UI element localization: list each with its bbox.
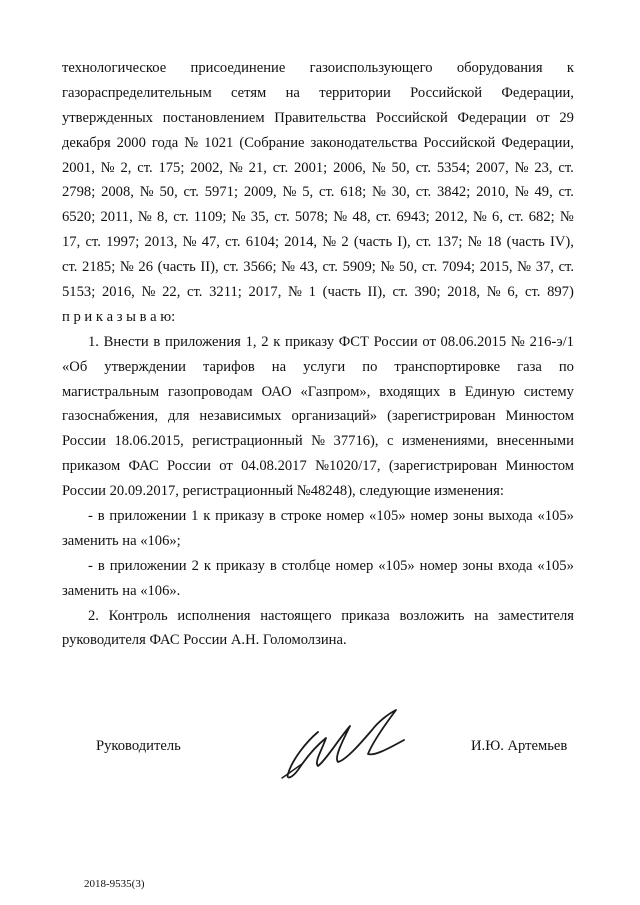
- text-line: магистральным газопроводам ОАО «Газпром», входящих в Единую систему: [62, 383, 574, 400]
- text-line: приказом ФАС России от 04.08.2017 №1020/17, (зарегистрирован Минюстом: [62, 458, 574, 475]
- text-line: декабря 2000 года № 1021 (Собрание законодательства Российской Федерации,: [62, 134, 574, 151]
- text-line: России 18.06.2015, регистрационный № 37716), с изменениями, внесенными: [62, 433, 574, 450]
- text-line: 5153; 2016, № 22, ст. 3211; 2017, № 1 (часть II), ст. 390; 2018, № 6, ст. 897): [62, 284, 574, 301]
- order-body-text: [62, 56, 574, 653]
- text-line: газоснабжения, для независимых организаций» (зарегистрирован Минюстом: [62, 408, 574, 425]
- text-line: технологическое присоединение газоиспользующего оборудования к: [62, 60, 574, 76]
- text-line: 2. Контроль исполнения настоящего приказа возложить на заместителя: [88, 607, 574, 624]
- text-line: «Об утверждении тарифов на услуги по транспортировке газа по: [62, 358, 574, 375]
- document-number: 2018-9535(3): [84, 878, 145, 890]
- signer-title: Руководитель: [96, 738, 181, 754]
- text-line: ст. 2185; № 26 (часть II), ст. 3566; № 43, ст. 5909; № 50, ст. 7094; 2015, № 37, ст.: [62, 259, 574, 276]
- text-line: 6520; 2011, № 8, ст. 1109; № 35, ст. 5078; № 48, ст. 6943; 2012, № 6, ст. 682; №: [62, 209, 574, 226]
- text-line: - в приложении 2 к приказу в столбце номер «105» номер зоны входа «105»: [88, 557, 574, 574]
- signer-name: И.Ю. Артемьев: [471, 738, 568, 754]
- text-line: 2001, № 2, ст. 175; 2002, № 21, ст. 2001; 2006, № 50, ст. 5354; 2007, № 23, ст.: [62, 159, 574, 176]
- text-line: заменить на «106»;: [62, 532, 181, 549]
- text-line: руководителя ФАС России А.Н. Голомолзина.: [62, 632, 347, 649]
- text-line: 1. Внести в приложения 1, 2 к приказу ФСТ России от 08.06.2015 № 216-э/1: [88, 333, 574, 350]
- text-line: России 20.09.2017, регистрационный №48248), следующие изменения:: [62, 483, 504, 500]
- text-line: 17, ст. 1997; 2013, № 47, ст. 6104; 2014, № 2 (часть I), ст. 137; № 18 (часть IV),: [62, 234, 574, 251]
- text-line: заменить на «106».: [62, 582, 181, 599]
- text-line: - в приложении 1 к приказу в строке номер «105» номер зоны выхода «105»: [88, 508, 574, 525]
- text-line: газораспределительным сетям на территории Российской Федерации,: [62, 84, 574, 101]
- handwritten-signature: [278, 704, 413, 784]
- text-line: п р и к а з ы в а ю:: [62, 308, 176, 325]
- text-line: 2798; 2008, № 50, ст. 5971; 2009, № 5, ст. 618; № 30, ст. 3842; 2010, № 49, ст.: [62, 184, 574, 201]
- text-line: утвержденных постановлением Правительства Российской Федерации от 29: [62, 109, 574, 126]
